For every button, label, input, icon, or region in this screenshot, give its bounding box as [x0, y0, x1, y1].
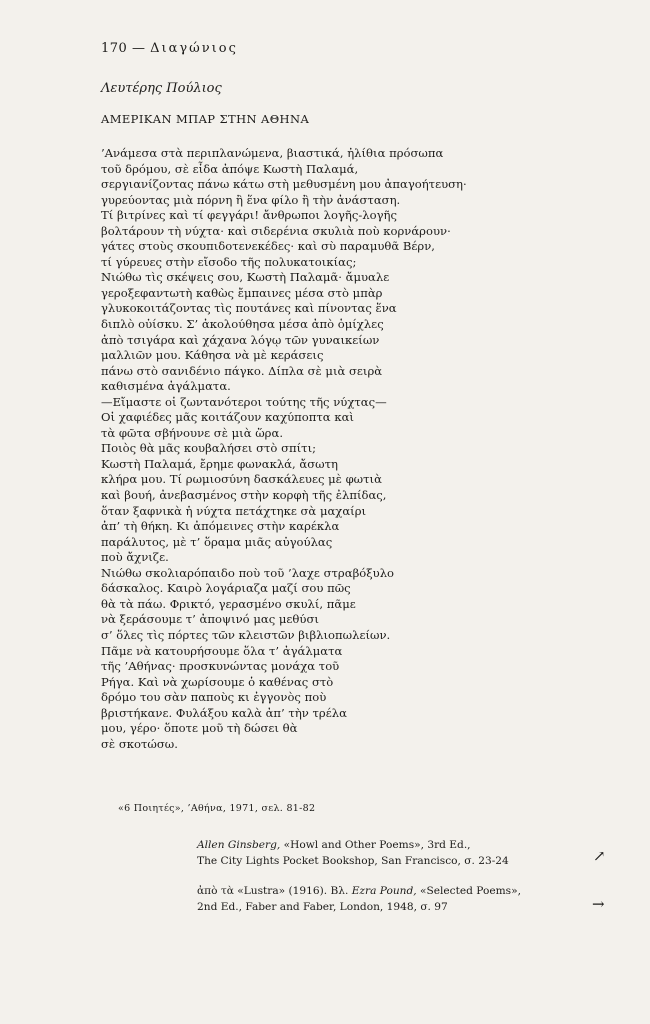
poem-line: ἀπ’ τὴ θήκη. Κι ἀπόμεινες στὴν καρέκλα [101, 519, 340, 534]
poem-line: ποὺ ἄχνιζε. [101, 550, 169, 565]
poem-line: μαλλιῶν μου. Κάθησα νὰ μὲ κεράσεις [101, 348, 324, 363]
poem-line: ’Ανάμεσα στὰ περιπλανώμενα, βιαστικά, ἠλίθια πρόσωπα [101, 146, 444, 160]
poem-line: παράλυτος, μὲ τ’ ὅραμα μιᾶς αὐγούλας [101, 534, 333, 549]
poem-line: διπλὸ οὐίσκυ. Σ’ ἀκολούθησα μέσα ἀπὸ ὁμίχλες [101, 317, 384, 332]
reference-author: Ezra Pound, [351, 885, 417, 897]
arrow-up-right-icon: ↗ [593, 847, 606, 865]
poem-line: τί γύρευες στὴν εἴσοδο τῆς πολυκατοικίας; [101, 254, 357, 269]
poem-line: κλήρα μου. Τί ρωμιοσύνη δασκάλευες μὲ φωτιὰ [101, 472, 382, 487]
poem-line: ἀπὸ τσιγάρα καὶ χάχανα λόγῳ τῶν γυναικείων [101, 332, 380, 347]
poem-line: βολτάρουν τὴ νύχτα· καὶ σιδερένια σκυλιὰ ποὺ κορνάρουν· [101, 223, 451, 238]
poem-line: καὶ βουή, ἀνεβασμένος στὴν κορφὴ τῆς ἐλπίδας, [101, 488, 387, 503]
arrow-right-icon: → [592, 895, 605, 913]
reference-publisher: The City Lights Pocket Bookshop, San Francisco, σ. 23-24 [197, 855, 509, 867]
poem-line: γεροξεφαντωτὴ καθὼς ἔμπαινες μέσα στὸ μπὰρ [101, 285, 383, 300]
running-header [101, 41, 238, 56]
poem-line: τοῦ δρόμου, σὲ εἶδα ἀπόψε Κωστὴ Παλαμά, [101, 161, 359, 176]
poem-title: ΑΜΕΡΙΚΑΝ ΜΠΑΡ ΣΤΗΝ ΑΘΗΝΑ [101, 112, 310, 126]
reference-prefix: ἀπὸ τὰ «Lustra» (1916). Βλ. [197, 885, 352, 897]
journal-title: Διαγώνιος [150, 41, 238, 56]
poem-author: Λευτέρης Πούλιος [101, 81, 222, 96]
poem-line: γάτες στοὺς σκουπιδοτενεκέδες· καὶ σὺ παραμυθᾶ Βέρν, [101, 239, 435, 254]
poem-line: γλυκοκοιτάζοντας τὶς πουτάνες καὶ πίνοντας ἕνα [101, 301, 397, 316]
poem-line: Νιώθω σκολιαρόπαιδο ποὺ τοῦ ’λαχε στραβόξυλο [101, 565, 395, 580]
poem-line: τὰ φῶτα σβήνουνε σὲ μιὰ ὥρα. [101, 425, 284, 440]
poem-line: τῆς ’Αθήνας· προσκυνώντας μονάχα τοῦ [101, 659, 340, 674]
poem-line: Οἱ χαφιέδες μᾶς κοιτάζουν καχύποπτα καὶ [101, 410, 354, 425]
poem-line: γυρεύοντας μιὰ πόρνη ἢ ἕνα φίλο ἢ τὴν ἀνάσταση. [101, 192, 401, 207]
poem-line: σὲ σκοτώσω. [101, 736, 178, 751]
header-dash: — [131, 41, 146, 56]
source-citation: «6 Ποιητές», ’Αθήνα, 1971, σελ. 81-82 [118, 803, 316, 814]
reference-author: Allen Ginsberg, [197, 839, 281, 851]
poem-line: δρόμο του σὰν παποὺς κι ἐγγονὸς ποὺ [101, 690, 327, 705]
poem-line: Κωστὴ Παλαμά, ἔρημε φωνακλά, ἄσωτη [101, 456, 338, 471]
poem-body [101, 146, 621, 752]
poem-line: σεργιανίζοντας πάνω κάτω στὴ μεθυσμένη μου ἀπαγοήτευση· [101, 177, 467, 192]
poem-line: πάνω στὸ σανιδένιο πάγκο. Δίπλα σὲ μιὰ σειρὰ [101, 363, 383, 378]
poem-line: δάσκαλος. Καιρὸ λογάριαζα μαζί σου πῶς [101, 581, 351, 596]
poem-line: νὰ ξεράσουμε τ’ ἀποψινό μας μεθύσι [101, 612, 319, 627]
poem-line: Πᾶμε νὰ κατουρήσουμε ὅλα τ’ ἀγάλματα [101, 643, 343, 658]
poem-line: —Εἴμαστε οἱ ζωντανότεροι τούτης τῆς νύχτας— [101, 394, 387, 409]
poem-line: θὰ τὰ πάω. Φρικτό, γερασμένο σκυλί, πᾶμε [101, 596, 356, 611]
reference-publisher: 2nd Ed., Faber and Faber, London, 1948, σ. 97 [197, 901, 448, 913]
poem-line: Ποιὸς θὰ μᾶς κουβαλήσει στὸ σπίτι; [101, 441, 317, 456]
reference-pound [197, 883, 521, 915]
page-number: 170 [101, 41, 128, 56]
poem-line: Νιώθω τὶς σκέψεις σου, Κωστὴ Παλαμᾶ· ἄμυαλε [101, 270, 390, 285]
poem-line: Ρήγα. Καὶ νὰ χωρίσουμε ὁ καθένας στὸ [101, 674, 334, 689]
reference-line [197, 837, 509, 853]
reference-work: «Howl and Other Poems», 3rd Ed., [280, 839, 471, 851]
poem-line: μου, γέρο· ὅποτε μοῦ τὴ δώσει θὰ [101, 721, 298, 736]
poem-line: Τί βιτρίνες καὶ τί φεγγάρι! ἄνθρωποι λογῆς-λογῆς [101, 208, 397, 223]
poem-line: καθισμένα ἀγάλματα. [101, 379, 231, 394]
poem-line: σ’ ὅλες τὶς πόρτες τῶν κλειστῶν βιβλιοπωλείων. [101, 627, 391, 642]
reference-line [197, 883, 521, 899]
poem-line: βριστήκανε. Φυλάξου καλὰ ἀπ’ τὴν τρέλα [101, 705, 347, 720]
reference-work: «Selected Poems», [416, 885, 521, 897]
reference-ginsberg [197, 837, 509, 869]
poem-line: ὅταν ξαφνικὰ ἡ νύχτα πετάχτηκε σὰ μαχαίρι [101, 503, 367, 518]
